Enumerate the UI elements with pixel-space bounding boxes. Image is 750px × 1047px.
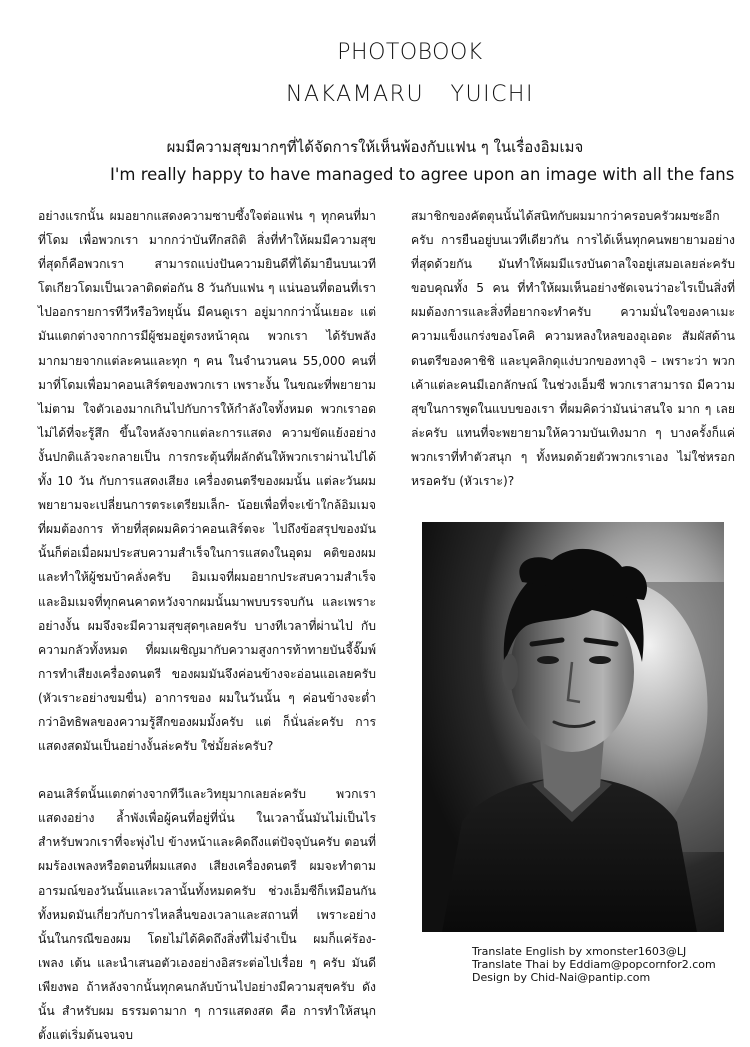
english-headline: I'm really happy to have managed to agree upon an image with all the fans: [110, 165, 735, 184]
left-text-column: [38, 204, 376, 1047]
credit-design: Design by Chid-Nai@pantip.com: [472, 970, 651, 984]
left-paragraph-2: คอนเสิร์ตนั้นแตกต่างจากทีวีและวิทยุมากเลยล่ะครับ พวกเราแสดงอย่าง ล้ำพังเพื่อผู้คนที่อยู่ที่นั่น ในเวลานั้นมันไม่เป็นไรสำหรับพวกเราที่จะพุ่งไป ข้างหน้าและคิดถึงแต่ปัจจุบันครับ ตอนที่ผมร้องเพลงหรือตอนที่ผมแสดง เสียงเครื่องดนตรี ผมจะทำตามอารมณ์ของวันนั้นและเวลานั้นทั้งหมดครับ ช่วงเอ็มซีก็เหมือนกัน ทั้งหมดมันเกี่ยวกับการไหลลื่นของเวลาและสถานที่ เพราะอย่างนั้นในกรณีของผม โดยไม่ได้คิดถึงสิ่งที่ไม่จำเป็น ผมก็แค่ร้อง- เพลง เต้น และนำเสนอตัวเองอย่างอิสระต่อไปเรื่อย ๆ ครับ มันดีเพียงพอ ถ้าหลังจากนั้นทุกคนกลับบ้านไปอย่างมีความสุขครับ ดังนั้น สำหรับผม ธรรมดามาก ๆ การแสดงสด คือ การทำให้สนุกตั้งแต่เริ่มต้นจนจบ: [38, 787, 376, 1043]
portrait-illustration: [422, 522, 724, 932]
left-paragraph-1: อย่างแรกนั้น ผมอยากแสดงความซาบซึ้งใจต่อแฟน ๆ ทุกคนที่มาที่โดม เพื่อพวกเรา มากกว่าบันทึกสถิติ สิ่งที่ทำให้ผมมีความสุขที่สุดก็คือพวกเรา สามารถแบ่งปันความยินดีที่ได้มายืนบนเวทีโตเกียวโดมเป็นเวลาติดต่อกัน 8 วันกับแฟน ๆ แน่นอนที่ตอนที่เราไปออกรายการทีวีหรือวิทยุนั้น มีคนดูเรา อยู่มากกว่านั้นเยอะ แต่มันแตกต่างจากการมีผู้ชมอยู่ตรงหน้าคุณ พวกเรา ได้รับพลังมากมายจากแต่ละคนและทุก ๆ คน ในจำนวนคน 55,000 คนที่ มาที่โดมเพื่อมาคอนเสิร์ตของพวกเรา เพราะงั้น ในขณะที่พยายามไม่ตาม ใจตัวเองมากเกินไปกับการให้กำลังใจทั้งหมด พวกเราอดไม่ได้ที่จะรู้สึก ขึ้นใจหลังจากแต่ละการแสดง ความขัดแย้งอย่างงั้นปกติแล้วจะกลายเป็น การกระตุ้นที่ผลักดันให้พวกเราผ่านไปได้ทั้ง 10 วัน กับการแสดงเสียง เครื่องดนตรีของผมนั้น แต่ละวันผมพยายามจะเปลี่ยนการตระเตรียมเล็ก- น้อยเพื่อที่จะเข้าใกล้อิมเมจที่ผมต้องการ ท้ายที่สุดผมคิดว่าคอนเสิร์ตจะ ไปถึงข้อสรุปของมันนั้นก็ต่อเมื่อผมประสบความสำเร็จในการแสดงในอุดม คติของผมและทำให้ผู้ชมบ้าคลั่งครับ อิมเมจที่ผมอยากประสบความสำเร็จ และอิมเมจที่ทุกคนคาดหวังจากผมนั้นมาพบบรรจบกัน และเพราะอย่างงั้น ผมจึงจะมีความสุขสุดๆเลยครับ บางทีเวลาที่ผ่านไป กับความกลัวทั้งหมด ที่ผมเผชิญมากับความสูงการท้าทายบันจี้จั๊มพ์ การทำเสียงเครื่องดนตรี ของผมมันจึงค่อนข้างจะอ่อนแอเลยครับ (หัวเราะอย่างขมขื่น) อาการของ ผมในวันนั้น ๆ ค่อนข้างจะต่ำกว่าอิทธิพลของความรู้สึกของผมมั้งครับ แต่ ก็นั่นล่ะครับ การแสดงสดมันเป็นอย่างงั้นล่ะครับ ใช่มั้ยล่ะครับ?: [38, 209, 376, 754]
right-paragraph: สมาชิกของคัตตุนนั้นได้สนิทกับผมมากว่าครอบครัวผมซะอีก ครับ การยืนอยู่บนเวทีเดียวกัน การได้เห็นทุกคนพยายามอย่าง ที่สุดด้วยกัน มันทำให้ผมมีแรงบันดาลใจอยู่เสมอเลยล่ะครับ ขอบคุณทั้ง 5 คน ที่ทำให้ผมเห็นอย่างชัดเจนว่าอะไรเป็นสิ่งที่ ผมต้องการและสิ่งที่อยากจะทำครับ ความมั่นใจของคาเมะ ความแข็งแกร่งของโคคิ ความหลงใหลของอุเอดะ สัมผัสด้าน ดนตรีของคาชิชิ และบุคลิกดุแง่บวกของทางุจิ – เพราะว่า พวกเค้าแต่ละคนมีเอกลักษณ์ ในช่วงเอ็มซี พวกเราสามารถ มีความสุขในการพูดในแบบของเรา ที่ผมคิดว่ามันน่าสนใจ มาก ๆ เลยล่ะครับ แทนที่จะพยายามให้ความบันเทิงมาก ๆ บางครั้งก็แค่พวกเราที่ทำตัวสนุก ๆ ทั้งหมดด้วยตัวพวกเราเอง ไม่ใช่หรอกหรอครับ (หัวเราะ)?: [411, 209, 735, 489]
credit-thai-translation: Translate Thai by Eddiam@popcornfor2.com: [472, 957, 716, 971]
portrait-photo: [422, 522, 724, 932]
subject-name-title: NAKAMARU YUICHI: [286, 82, 534, 107]
thai-headline: ผมมีความสุขมากๆที่ได้จัดการให้เห็นพ้องกับแฟน ๆ ในเรื่องอิมเมจ: [166, 138, 584, 156]
right-text-column: [411, 204, 735, 493]
credit-english-translation: Translate English by xmonster1603@LJ: [472, 945, 687, 958]
credits: [472, 946, 742, 984]
photobook-title: PHOTOBOOK: [337, 40, 483, 65]
